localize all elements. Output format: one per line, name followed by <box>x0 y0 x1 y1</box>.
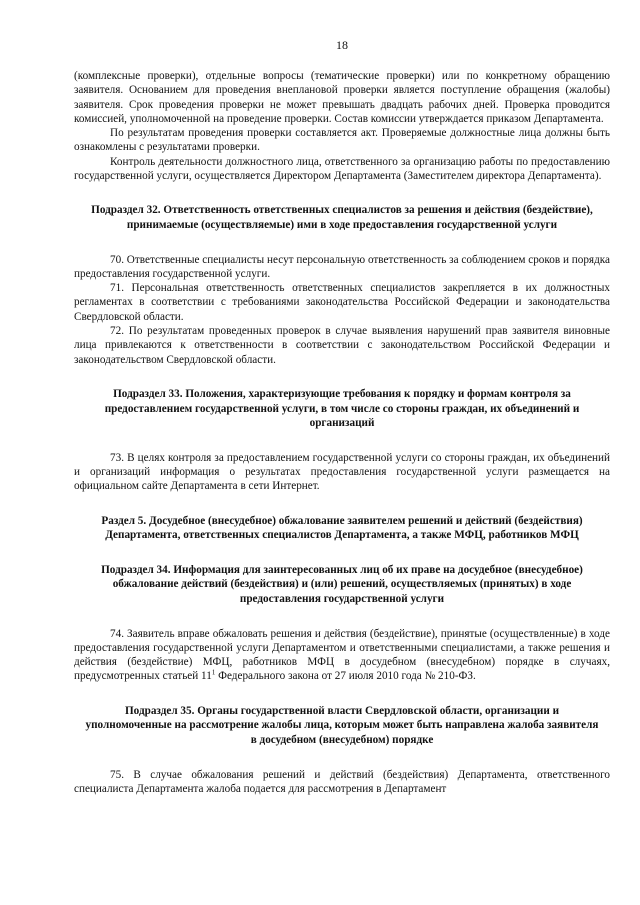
paragraph-74-superscript: 1 <box>211 668 216 677</box>
section-5-heading: Раздел 5. Досудебное (внесудебное) обжалование заявителем решений и действий (бездействия) Департамента, ответственных специалистов Департамента, а также МФЦ, работников МФЦ <box>101 514 583 542</box>
paragraph-71: 71. Персональная ответственность ответственных специалистов закрепляется в их должностных регламентах в соответствии с требованиями законодательства Российской Федерации и законодательства Свердловской области. <box>74 282 610 323</box>
subsection-33-heading: Подраздел 33. Положения, характеризующие требования к порядку и формам контроля за предоставлением государственной услуги, в том числе со стороны граждан, их объединений и организаций <box>104 387 580 430</box>
paragraph-act: По результатам проведения проверки составляется акт. Проверяемые должностные лица должны быть ознакомлены с результатами проверки. <box>74 127 610 154</box>
subsection-34-heading: Подраздел 34. Информация для заинтересованных лиц об их праве на досудебное (внесудебное) обжалование действий (бездействия) и (или) решений, осуществляемых (принятых) в ходе предоставления государственной услуги <box>101 563 583 605</box>
paragraph-75: 75. В случае обжалования решений и действий (бездействия) Департамента, ответственного специалиста Департамента жалоба подается для рассмотрения в Департамент <box>74 768 610 795</box>
subsection-35-heading: Подраздел 35. Органы государственной власти Свердловской области, организации и уполномоченные на рассмотрение жалобы лица, которым может быть направлена жалоба заявителя в досудебном (внесудебном) порядке <box>85 704 599 746</box>
paragraph-74 <box>74 627 610 684</box>
paragraph-control: Контроль деятельности должностного лица, ответственного за организацию работы по предоставлению государственной услуги, осуществляется Директором Департамента (Заместителем директора Департамента). <box>74 155 610 183</box>
page-number: 18 <box>336 38 348 52</box>
document-page <box>74 38 610 796</box>
paragraph-checks: (комплексные проверки), отдельные вопросы (тематические проверки) или по конкретному обращению заявителя. Основанием для проведения внеплановой проверки является поступление обращения (жалобы) заявителя. Срок проведения проверки не может превышать двадцать рабочих дней. Проверка проводится комиссией, уполномоченной на проведение проверки. Состав комиссии утверждается приказом Департамента. <box>74 70 610 125</box>
subsection-32-heading: Подраздел 32. Ответственность ответственных специалистов за решения и действия (бездействие), принимаемые (осуществляемые) ими в ходе предоставления государственной услуги <box>91 204 593 231</box>
paragraph-73: 73. В целях контроля за предоставлением государственной услуги со стороны граждан, их объединений и организаций информация о результатах предоставления государственной услуги размещается на официальном сайте Департамента в сети Интернет. <box>74 451 610 493</box>
paragraph-74-text: 74. Заявитель вправе обжаловать решения и действия (бездействие), принятые (осуществленные) в ходе предоставления государственной услуги Департаментом и ответственными специалистами, а также решения и действия (бездействие) МФЦ, работников МФЦ в досудебном (внесудебном) порядке в случаях, предусмотренных статьей 11 <box>74 627 610 683</box>
paragraph-72: 72. По результатам проведенных проверок в случае выявления нарушений прав заявителя виновные лица привлекаются к ответственности в соответствии с законодательством Российской Федерации и законодательством Свердловской области. <box>74 325 610 366</box>
paragraph-74-tail: Федерального закона от 27 июля 2010 года № 210-ФЗ. <box>215 670 476 683</box>
paragraph-70: 70. Ответственные специалисты несут персональную ответственность за соблюдением сроков и порядка предоставления государственной услуги. <box>74 253 610 280</box>
